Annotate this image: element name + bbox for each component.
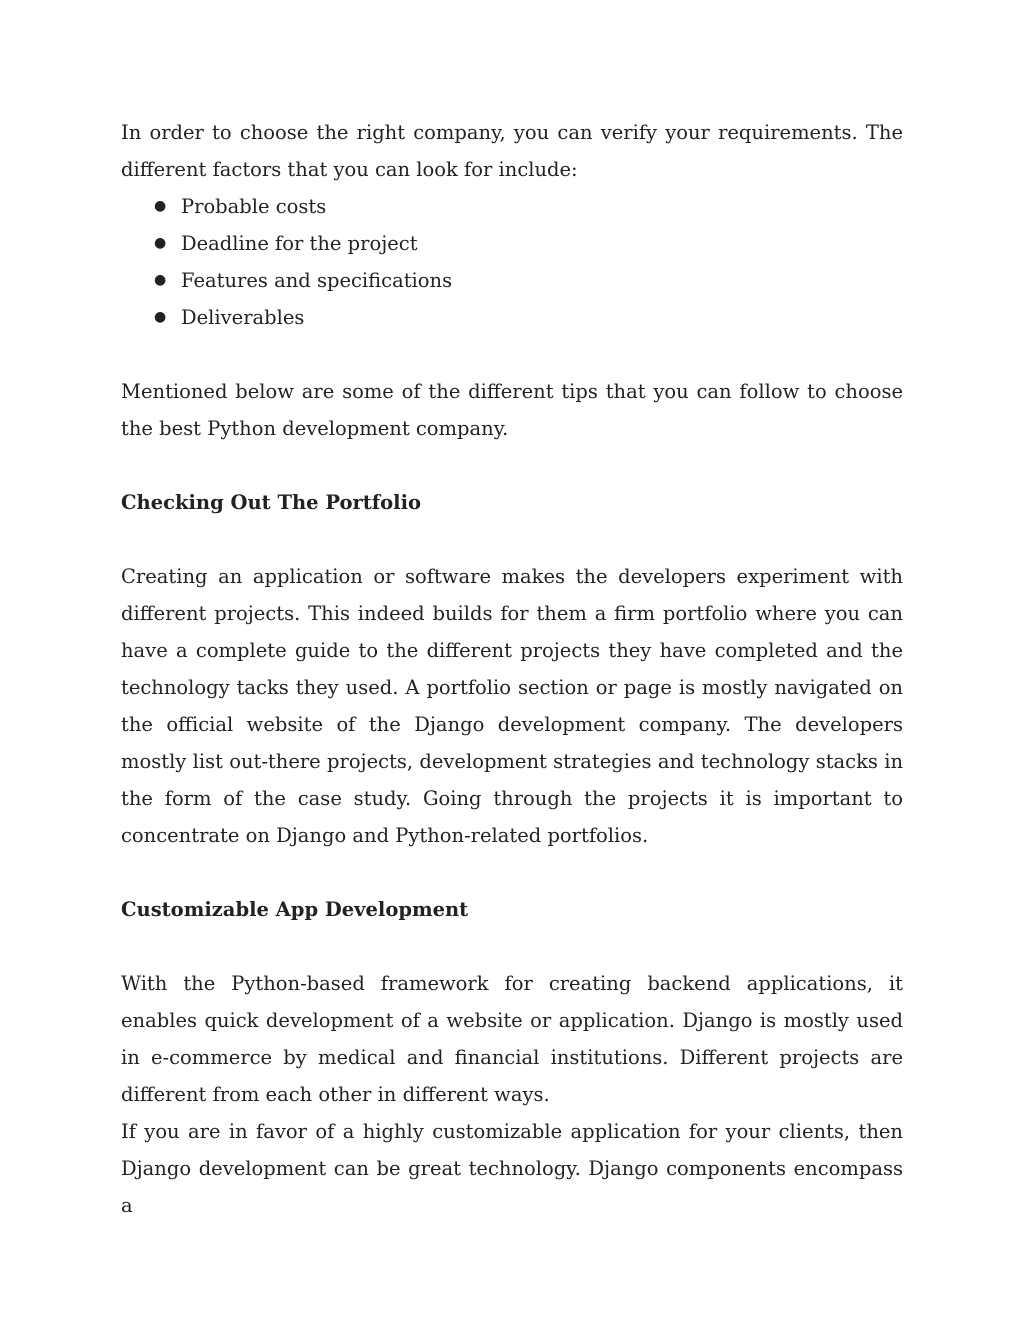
bullet-icon: ● [154,272,167,288]
list-item [121,262,903,299]
spacer [121,336,903,373]
tips-intro-paragraph: Mentioned below are some of the different tips that you can follow to choose the best Python development company. [121,380,903,440]
spacer [121,447,903,484]
list-item-text: Probable costs [181,195,327,218]
spacer [121,928,903,965]
portfolio-paragraph: Creating an application or software makes the developers experiment with different projects. This indeed builds for them a firm portfolio where you can have a complete guide to the different projects they have completed and the technology tacks they used. A portfolio section or page is mostly navigated on the official website of the Django development company. The developers mostly list out-there projects, development strategies and technology stacks in the form of the case study. Going through the projects it is important to concentrate on Django and Python-related portfolios. [121,565,903,847]
bullet-icon: ● [154,309,167,325]
list-item-text: Deadline for the project [181,232,418,255]
customizable-paragraph-2: If you are in favor of a highly customizable application for your clients, then Django development can be great technology. Django components encompass a [121,1120,903,1217]
list-item [121,188,903,225]
list-item-text: Deliverables [181,306,305,329]
spacer [121,521,903,558]
section-heading-customizable: Customizable App Development [121,898,469,921]
list-item [121,225,903,262]
spacer [121,854,903,891]
section-heading-portfolio: Checking Out The Portfolio [121,491,421,514]
customizable-paragraph-1: With the Python-based framework for creating backend applications, it enables quick development of a website or application. Django is mostly used in e-commerce by medical and financial institutions. Different projects are different from each other in different ways. [121,972,903,1106]
intro-paragraph: In order to choose the right company, you can verify your requirements. The different factors that you can look for include: [121,121,903,181]
bullet-icon: ● [154,235,167,251]
list-item [121,299,903,336]
list-item-text: Features and specifications [181,269,453,292]
bullet-icon: ● [154,198,167,214]
factors-list [121,188,903,336]
document-page [121,114,903,1224]
